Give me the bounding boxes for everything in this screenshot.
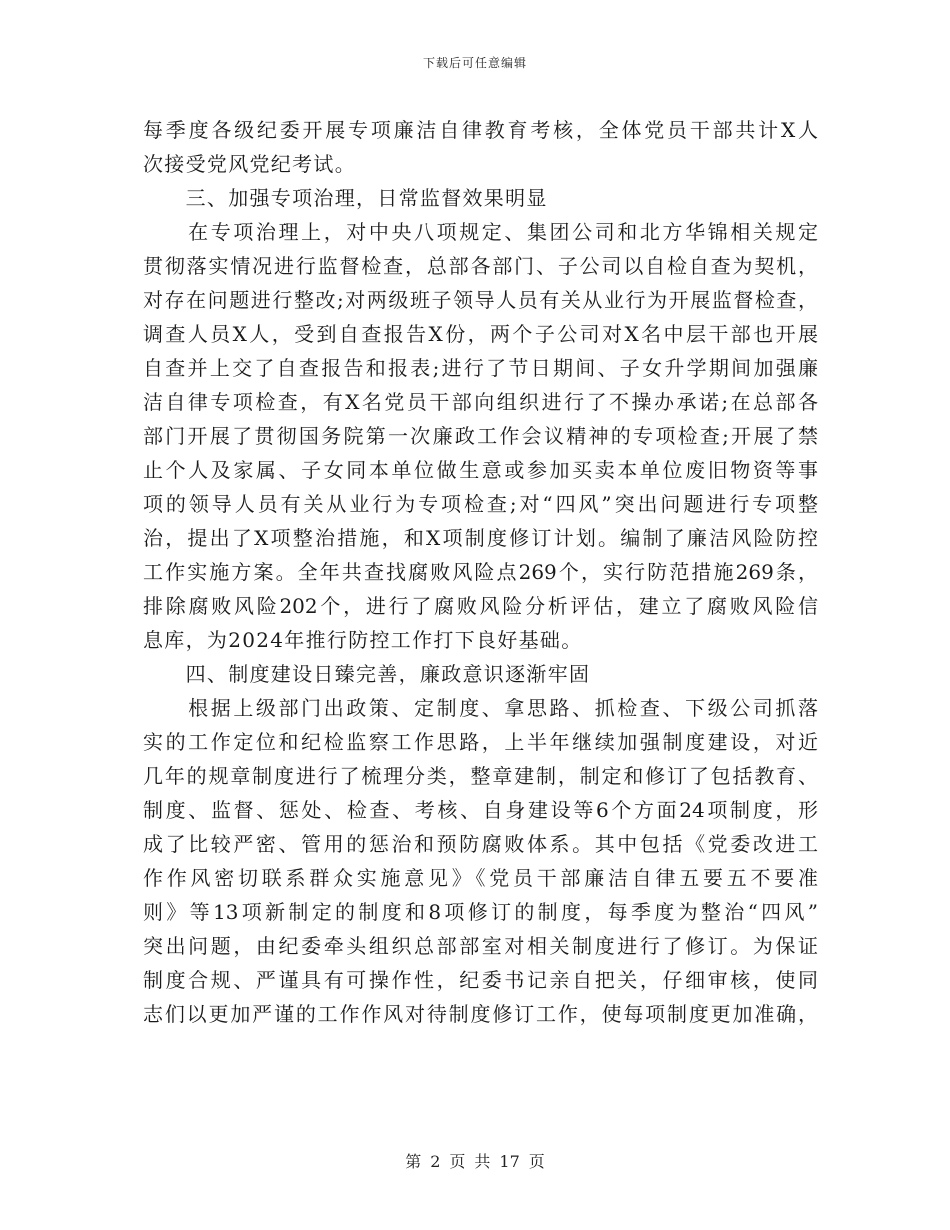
section-heading: 三、加强专项治理，日常监督效果明显 [143,186,548,210]
paragraph-line: 治，提出了X项整治措施，和X项制度修订计划。编制了廉洁风险防控 [143,526,818,550]
paragraph-line: 洁自律专项检查，有X名党员干部向组织进行了不操办承诺;在总部各 [143,390,818,414]
paragraph-line: 实的工作定位和纪检监察工作思路，上半年继续加强制度建设，对近 [143,730,818,754]
page-header: 下载后可任意编辑 [422,56,527,70]
paragraph-line: 次接受党风党纪考试。 [143,152,356,176]
paragraph-line: 部门开展了贯彻国务院第一次廉政工作会议精神的专项检查;开展了禁 [143,424,818,448]
section-heading: 四、制度建设日臻完善，廉政意识逐渐牢固 [143,662,591,686]
paragraph-line: 则》等13项新制定的制度和8项修订的制度，每季度为整治“四风” [143,900,818,924]
paragraph-line: 息库，为2024年推行防控工作打下良好基础。 [143,628,583,652]
paragraph-line: 在专项治理上，对中央八项规定、集团公司和北方华锦相关规定 [143,220,818,244]
paragraph-line: 根据上级部门出政策、定制度、拿思路、抓检查、下级公司抓落 [143,696,818,720]
paragraph-line: 作作风密切联系群众实施意见》《党员干部廉洁自律五要五不要准 [143,866,818,890]
paragraph-line: 几年的规章制度进行了梳理分类，整章建制，制定和修订了包括教育、 [143,764,818,788]
footer-prefix: 第 [405,1152,422,1171]
footer-page-word: 页 [449,1152,466,1171]
current-page-number: 2 [430,1152,441,1171]
paragraph-line: 制度、监督、惩处、检查、考核、自身建设等6个方面24项制度，形 [143,798,818,822]
paragraph-line: 志们以更加严谨的工作作风对待制度修订工作，使每项制度更加准确， [143,1002,818,1026]
paragraph-line: 止个人及家属、子女同本单位做生意或参加买卖本单位废旧物资等事 [143,458,818,482]
paragraph-line: 突出问题，由纪委牵头组织总部部室对相关制度进行了修订。为保证 [143,934,818,958]
paragraph-line: 工作实施方案。全年共查找腐败风险点269个，实行防范措施269条， [143,560,818,584]
paragraph-line: 排除腐败风险202个，进行了腐败风险分析评估，建立了腐败风险信 [143,594,818,618]
paragraph-line: 对存在问题进行整改;对两级班子领导人员有关从业行为开展监督检查， [143,288,818,312]
paragraph-line: 项的领导人员有关从业行为专项检查;对“四风”突出问题进行专项整 [143,492,818,516]
footer-total-word: 共 [474,1152,491,1171]
paragraph-line: 调查人员X人，受到自查报告X份，两个子公司对X名中层干部也开展 [143,322,818,346]
paragraph-line: 自查并上交了自查报告和报表;进行了节日期间、子女升学期间加强廉 [143,356,818,380]
footer-suffix: 页 [528,1152,545,1171]
paragraph-line: 成了比较严密、管用的惩治和预防腐败体系。其中包括《党委改进工 [143,832,818,856]
paragraph-line: 制度合规、严谨具有可操作性，纪委书记亲自把关，仔细审核，使同 [143,968,818,992]
paragraph-line: 每季度各级纪委开展专项廉洁自律教育考核，全体党员干部共计X人 [143,118,818,142]
paragraph-line: 贯彻落实情况进行监督检查，总部各部门、子公司以自检自查为契机， [143,254,818,278]
page-footer [0,1149,950,1172]
document-body [143,113,818,1031]
total-pages-number: 17 [499,1152,520,1171]
